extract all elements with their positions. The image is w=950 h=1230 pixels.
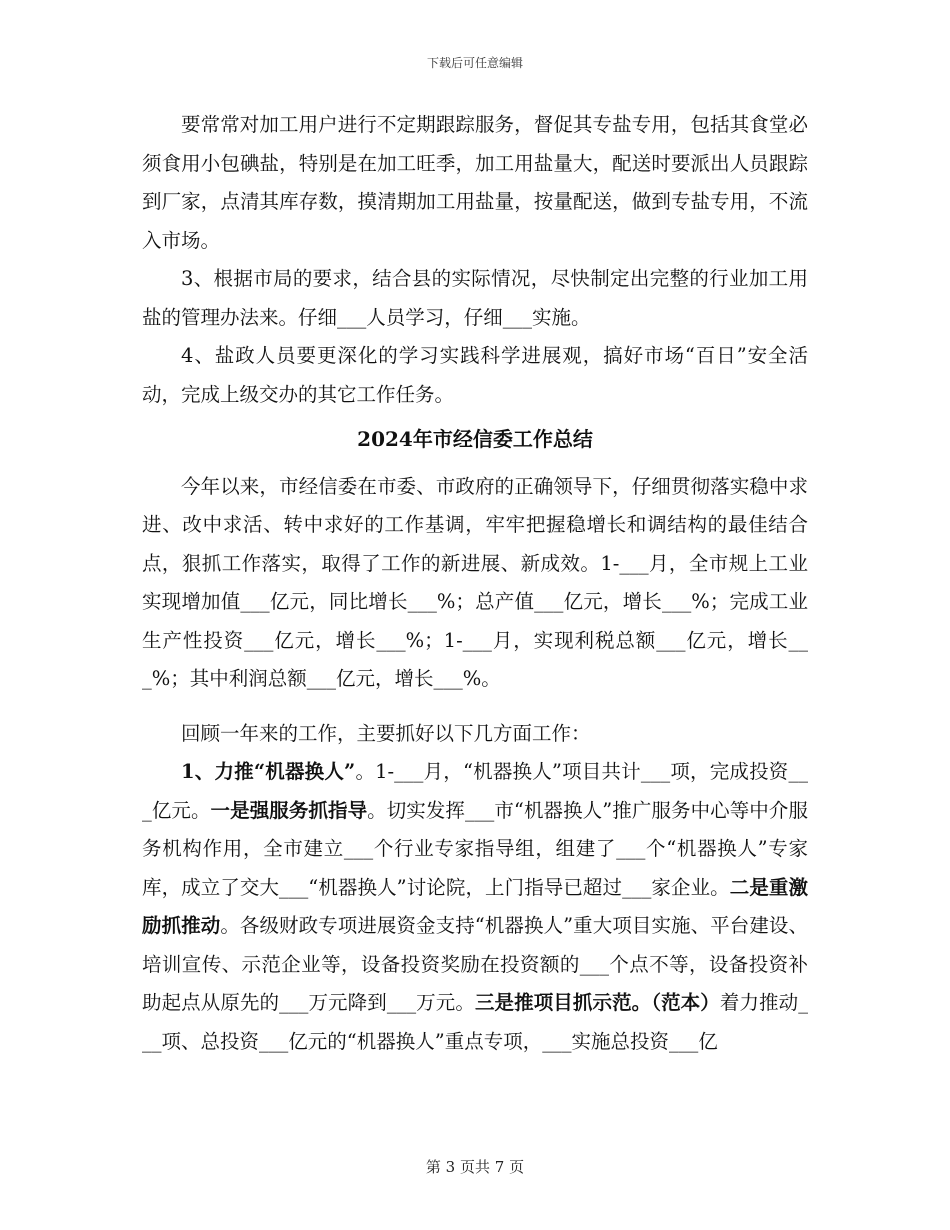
intro-text: 今年以来，市经信委在市委、市政府的正确领导下，仔细贯彻落实稳中求进、改中求活、转中求好的工作基调，牢牢把握稳增长和调结构的最佳结合点，狠抓工作落实，取得了工作的新进展、新成效。 xyxy=(142,474,808,575)
page-footer: 第 3 页共 7 页 xyxy=(425,1158,525,1176)
item1-text-4: 着力推动___项、总投资___亿元的“机器换人”重点专项，___实施总投资___亿 xyxy=(142,991,808,1053)
item1-text-2: 。切实发挥___市“机器换人”推广服务中心等中介服务机构作用，全市建立___个行业专家指导组，组建了___个“机器换人”专家库，成立了交大___“机器换人”讨论院，上门指导已超过___家企业。 xyxy=(142,798,808,899)
paragraph-review: 回顾一年来的工作，主要抓好以下几方面工作： xyxy=(181,721,591,745)
paragraph-intro xyxy=(142,468,808,699)
item1-heading: 1、力推“机器换人” xyxy=(181,760,356,783)
item1-subheading-3: 三是推项目抓示范。（范本） xyxy=(474,991,720,1014)
paragraph-item-3: 3、根据市局的要求，结合县的实际情况，尽快制定出完整的行业加工用盐的管理办法来。仔细___人员学习，仔细___实施。 xyxy=(142,267,808,329)
paragraph-item-1 xyxy=(142,753,808,1061)
item1-text-1: 。1-___月，“机器换人”项目共计___项，完成投资___亿元。 xyxy=(142,760,808,822)
paragraph-tracking-service: 要常常对加工用户进行不定期跟踪服务，督促其专盐专用，包括其食堂必须食用小包碘盐，特别是在加工旺季，加工用盐量大，配送时要派出人员跟踪到厂家，点清其库存数，摸清期加工用盐量，按量配送，做到专盐专用，不流入市场。 xyxy=(142,113,808,252)
document-title: 2024年市经信委工作总结 xyxy=(357,427,593,451)
item1-text-3: 。各级财政专项进展资金支持“机器换人”重大项目实施、平台建设、培训宣传、示范企业等，设备投资奖励在投资额的___个点不等，设备投资补助起点从原先的___万元降到___万元。 xyxy=(142,914,808,1014)
item1-subheading-2: 二是重激励抓推动 xyxy=(142,875,808,937)
item1-subheading-1: 一是强服务抓指导 xyxy=(210,798,368,822)
paragraph-item-4: 4、盐政人员要更深化的学习实践科学进展观，搞好市场“百日”安全活动，完成上级交办的其它工作任务。 xyxy=(142,344,808,406)
stats-text: 1-___月，全市规上工业实现增加值___亿元，同比增长___%；总产值___亿元，增长___%；完成工业生产性投资___亿元，增长___%；1-___月，实现利税总额___亿元，增长___%；其中利润总额___亿元，增长___%。 xyxy=(142,551,808,690)
document-body xyxy=(142,106,808,1061)
page-header: 下载后可任意编辑 xyxy=(426,56,523,70)
